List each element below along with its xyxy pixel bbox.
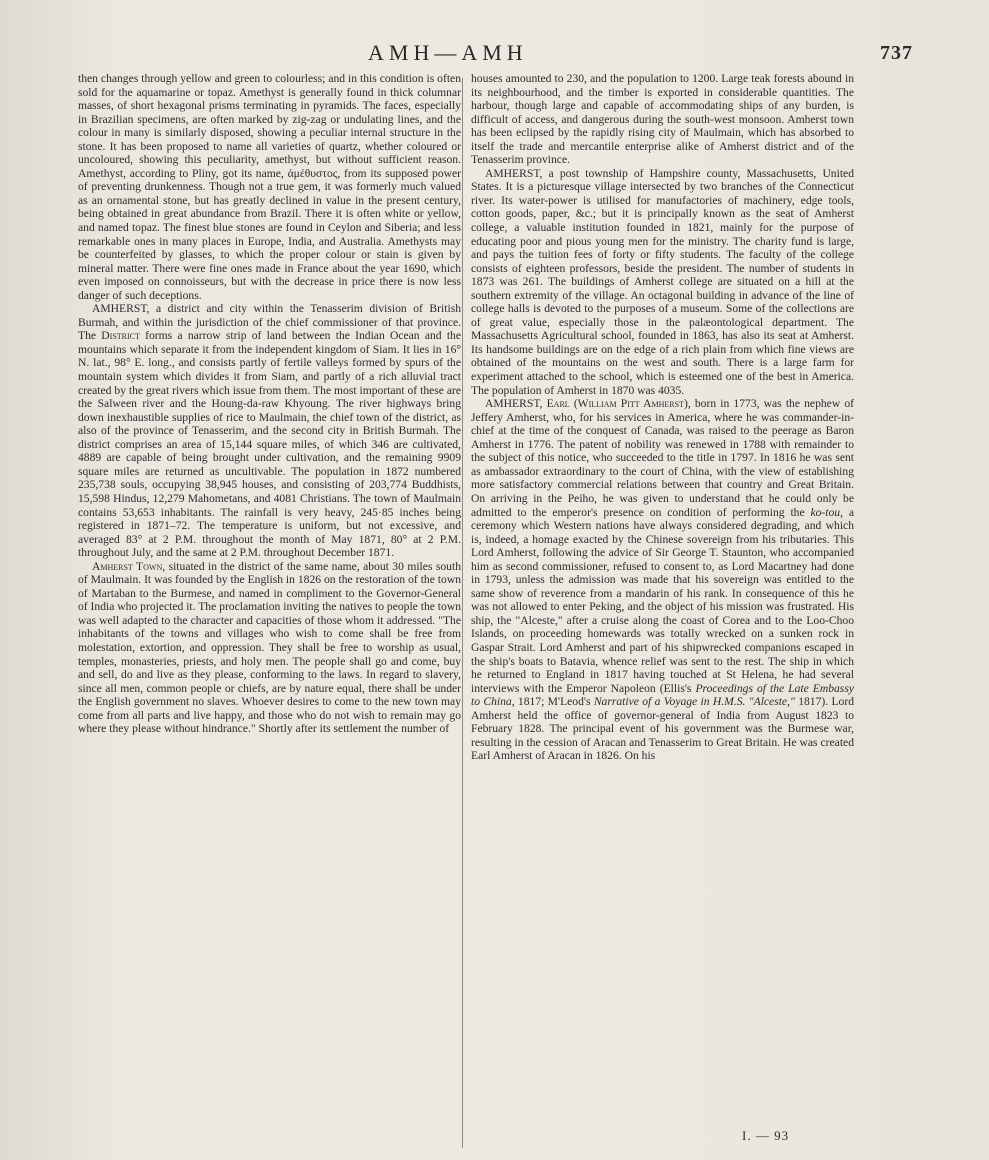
citation-title: Narrative of a Voyage in H.M.S. "Alceste," bbox=[593, 695, 795, 709]
amherst-town-paragraph bbox=[78, 560, 461, 736]
paragraph-text: 1817). Lord Amherst held the office of governor-general of India from August 1823 to February 1828. The principal event of his government was the Burmese war, resulting in the cession of Aracan and Tenasserim to Great Britain. He was created Earl Amherst of Aracan in 1826. On his bbox=[471, 695, 854, 763]
paragraph-text: forms a narrow strip of land between the Indian Ocean and the mountains which separate it from the independent kingdom of Siam. It lies in 16° N. lat., 98° E. long., and consists partly of fertile valleys formed by spurs of the mountain system which divides it from Siam, and partly of a rich alluvial tract created by the great rivers which issue from them. The most important of these are the Salween river and the Houng-da-raw Khyoung. The river highways bring down inexhaustible supplies of rice to Maulmain, the chief town of the district, as also of the province of Tenasserim, and the second city in British Burmah. The district comprises an area of 15,144 square miles, of which 346 are cultivated, 4889 are capable of being brought under cultivation, and the remaining 9909 square miles are returned as uncultivable. The population in 1872 numbered 235,738 souls, occupying 38,945 houses, and consisting of 203,774 Buddhists, 15,598 Hindus, 12,279 Mahometans, and 4081 Christians. The town of Maulmain contains 53,653 inhabitants. The rainfall is very heavy, 245·85 inches being registered in 1871–72. The temperature is uniform, but not excessive, and averaged 83° at 2 P.M. throughout the month of May 1871, 80° at 2 P.M. throughout July, and the same at 2 P.M. throughout December 1871. bbox=[78, 329, 461, 560]
entry-headword: AMHERST bbox=[92, 302, 147, 316]
running-head: AMH—AMH bbox=[368, 40, 528, 65]
paragraph-text: , a district and city within the Tenasserim division of British Burmah, and within the jurisdiction of the chief commissioner of that province. The bbox=[78, 302, 461, 343]
page-number: 737 bbox=[880, 42, 913, 64]
column-divider bbox=[462, 78, 463, 1148]
paragraph-text: , a post township of Hampshire county, Massachusetts, United States. It is a picturesque village intersected by two branches of the Connecticut river. Its water-power is utilised for manufactories of machinery, edge tools, cotton goods, paper, &c.; but it is principally known as the seat of Amherst college, a valuable institution founded in 1821, mainly for the purpose of educating poor and pious young men for the ministry. The charity fund is large, and pays the tuition fees of forty or fifty students. The faculty of the college consists of eighteen professors, beside the president. The number of students in 1873 was 261. The buildings of Amherst college are situated on a hill at the southern extremity of the village. An octagonal building in advance of the line of college halls is devoted to the purposes of a museum. Some of the collections are of great value, especially those in the palæontological department. The Massachusetts Agricultural school, founded in 1863, has also its seat at Amherst. Its handsome buildings are on the edge of a rich plain from which fine views are obtained of the mountains on the west and south. There is a large farm for experiment attached to the school, which is esteemed one of the best in America. The population of Amherst in 1870 was 4035. bbox=[471, 166, 854, 397]
amethyst-paragraph: then changes through yellow and green to colourless; and in this condition is often sold for the aquamarine or topaz. Amethyst is generally found in thick columnar masses, of short hexagonal prisms terminating in pyramids. The faces, especially in Brazilian specimens, are often marked by zig-zag or undulating lines, and the colour in many is similarly disposed, showing a peculiar internal structure in the stone. It has been proposed to name all varieties of quartz, whether coloured or uncoloured, showing this peculiarity, amethyst, but without sufficient reason. Amethyst, according to Pliny, got its name, ἀμέθυστος, from its supposed power of preventing drunkenness. Though not a true gem, it was formerly much valued as an ornamental stone, but has greatly declined in value in the present century, being obtained in great abundance from Brazil. There it is often white or yellow, and named topaz. The finest blue stones are found in Ceylon and Siberia; and less remarkable ones in many places in Europe, India, and Australia. Amethysts may be counterfeited by glasses, to which the proper colour or stain is given by mineral matter. There were fine ones made in France about the year 1690, which even imposed on connoisseurs, but with the decrease in price there is now less danger of such deceptions. bbox=[78, 72, 461, 302]
right-column bbox=[471, 72, 854, 1140]
amherst-district-paragraph bbox=[78, 302, 461, 559]
citation-title: Proceedings of the Late Embassy to China bbox=[471, 681, 854, 709]
italic-term: ko-tou bbox=[810, 505, 841, 519]
entry-headword: AMHERST bbox=[485, 397, 540, 411]
earl-amherst-paragraph: AMHERST, Earl (William Pitt Amherst), born in 1773, was the nephew of Jeffery Amherst, who, for his services in America, where he was commander-in-chief at the time of the conquest of Canada, was raised to the peerage as Baron Amherst in 1776. The patent of nobility was renewed in 1788 with remainder to the subject of this notice, who succeeded to the title in 1797. In 1816 he was sent as ambassador extraordinary to the court of China, with the view of establishing more satisfactory commercial relations between that country and Great Britain. On arriving in the Peiho, he was given to understand that he could only be admitted to the emperor's presence on condition of performing the ko-tou, a ceremony which Western nations have always considered degrading, and which is, indeed, a homage exacted by the Chinese sovereign from his tributaries. This Lord Amherst, following the advice of Sir George T. Staunton, who accompanied him as second commissioner, refused to consent to, as Lord Macartney had done in 1793, unless the admission was made that his sovereign was entitled to the same show of reverence from a mandarin of his rank. In consequence of this he was not allowed to enter Peking, and the object of his mission was frustrated. His ship, the "Alceste," after a cruise along the coast of Corea and to the Loo-Choo Islands, on proceeding homewards was totally wrecked on a sunken rock in Gaspar Strait. Lord Amherst and part of his shipwrecked companions escaped in the ship's boats to Batavia, whence relief was sent to the rest. The ship in which he returned to England in 1817 having touched at St Helena, he had several interviews with the Emperor Napoleon (Ellis's Proceedings of the Late Embassy to China, 1817; M'Leod's Narrative of a Voyage in H.M.S. "Alceste," 1817). Lord Amherst held the office of governor-general of India from August 1823 to February 1828. The principal event of his government was the Burmese war, resulting in the cession of Aracan and Tenasserim to Great Britain. He was created Earl Amherst of Aracan in 1826. On his bbox=[471, 397, 854, 763]
signature-mark: I. — 93 bbox=[742, 1128, 790, 1143]
small-caps-term: Amherst Town bbox=[92, 559, 163, 573]
paragraph-text: , situated in the district of the same name, about 30 miles south of Maulmain. It was founded by the English in 1826 on the restoration of the town of Martaban to the Burmese, and named in compliment to the Governor-General of India who projected it. The proclamation inviting the natives to people the town was well adapted to the character and capacities of those whom it addressed. "The inhabitants of the towns and villages who wish to come shall be free from molestation, extortion, and oppression. They shall be free to worship as usual, temples, monasteries, priests, and holy men. The people shall go and come, buy and sell, do and live as they please, conforming to the laws. In regard to slavery, since all men, common people or chiefs, are by nature equal, there shall be under the English government no slaves. Whoever desires to come to the new town may come from all parts and live happy, and those who do not wish to remain may go where they please without hindrance." Shortly after its settlement the number of bbox=[78, 559, 461, 736]
paragraph-text: , born in 1773, was the nephew of Jeffery Amherst, who, for his services in America, where he was commander-in-chief at the time of the conquest of Canada, was raised to the peerage as Baron Amherst in 1776. The patent of nobility was renewed in 1788 with remainder to the subject of this notice, who succeeded to the title in 1797. In 1816 he was sent as ambassador extraordinary to the court of China, with the view of establishing more satisfactory commercial relations between that country and Great Britain. On arriving in the Peiho, he was given to understand that he could only be admitted to the emperor's presence on condition of performing the bbox=[471, 397, 854, 519]
small-caps-term: District bbox=[101, 329, 140, 343]
amherst-massachusetts-paragraph bbox=[471, 167, 854, 397]
entry-headword: AMHERST bbox=[485, 166, 540, 180]
small-caps-term: Earl (William Pitt Amherst) bbox=[546, 397, 688, 411]
left-column bbox=[78, 72, 461, 1140]
amherst-town-continued-paragraph: houses amounted to 230, and the population to 1200. Large teak forests abound in its neighbourhood, and the timber is exported in considerable quantities. The harbour, though large and capable of accommodating ships of any burden, is difficult of access, and dangerous during the south-west monsoon. Amherst town has been eclipsed by the rapidly rising city of Maulmain, which has absorbed to itself the trade and mercantile enterprise alike of Amherst district and of the Tenasserim province. bbox=[471, 72, 854, 167]
paragraph-text: , a ceremony which Western nations have always considered degrading, and which is, indeed, a homage exacted by the Chinese sovereign from his tributaries. This Lord Amherst, following the advice of Sir George T. Staunton, who accompanied him as second commissioner, refused to consent to, as Lord Macartney had done in 1793, unless the admission was made that his sovereign was entitled to the same show of reverence from a mandarin of his rank. In consequence of this he was not allowed to enter Peking, and the object of his mission was frustrated. His ship, the "Alceste," after a cruise along the coast of Corea and to the Loo-Choo Islands, on proceeding homewards was totally wrecked on a sunken rock in Gaspar Strait. Lord Amherst and part of his shipwrecked companions escaped in the ship's boats to Batavia, whence relief was sent to the rest. The ship in which he returned to England in 1817 having touched at St Helena, he had several interviews with the Emperor Napoleon (Ellis's bbox=[471, 505, 854, 695]
paragraph-text: , 1817; M'Leod's bbox=[511, 695, 594, 709]
